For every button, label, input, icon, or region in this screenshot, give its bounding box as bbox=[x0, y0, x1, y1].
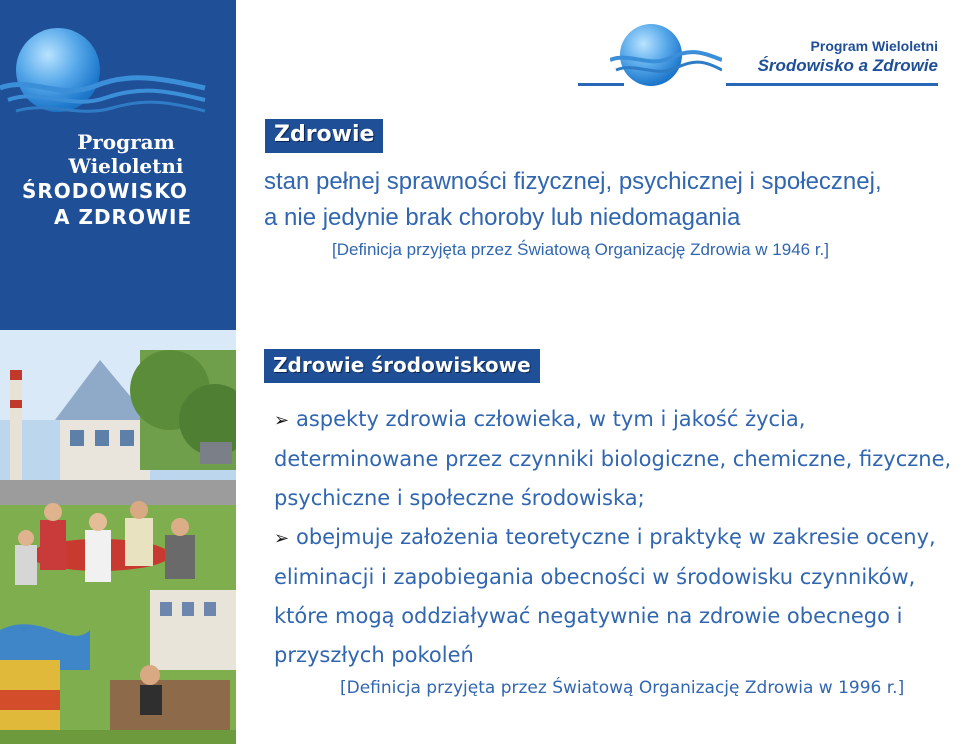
health-definition-source: [Definicja przyjęta przez Światową Organizację Zdrowia w 1946 r.] bbox=[332, 240, 829, 259]
environmental-health-list bbox=[274, 400, 960, 701]
brand-line-wieloletni: Wieloletni bbox=[68, 154, 184, 178]
environmental-health-source: [Definicja przyjęta przez Światową Organizację Zdrowia w 1996 r.] bbox=[340, 678, 905, 698]
arrow-bullet-icon: ➢ bbox=[274, 528, 290, 549]
list-item-text: aspekty zdrowia człowieka, w tym i jakość życia, determinowane przez czynniki biologiczne, chemiczne, fizyczne, psychiczne i społeczne środowiska; bbox=[274, 407, 952, 510]
header-program-label: Program Wieloletni bbox=[810, 38, 938, 54]
environmental-health-heading: Zdrowie środowiskowe bbox=[264, 349, 540, 383]
waves-logo-icon bbox=[610, 50, 722, 80]
header-logo bbox=[574, 16, 944, 96]
program-brand bbox=[22, 130, 222, 230]
list-item bbox=[274, 518, 960, 675]
brand-line-srodowisko: ŚRODOWISKO bbox=[22, 179, 188, 203]
arrow-bullet-icon: ➢ bbox=[274, 410, 290, 431]
list-item-text: obejmuje założenia teoretyczne i praktykę w zakresie oceny, eliminacji i zapobiegania obecności w środowisku czynników, które mogą oddziaływać negatywnie na zdrowie obecnego i przyszłych pokoleń bbox=[274, 525, 936, 667]
logo-divider-left bbox=[578, 83, 624, 86]
program-sidebar bbox=[0, 0, 236, 330]
brand-line-program: Program bbox=[77, 130, 175, 154]
list-item bbox=[274, 400, 960, 518]
waves-logo-icon bbox=[0, 74, 210, 118]
health-definition bbox=[264, 164, 884, 264]
health-heading: Zdrowie bbox=[265, 119, 383, 153]
header-program-name: Środowisko a Zdrowie bbox=[757, 56, 938, 75]
logo-divider-right bbox=[726, 83, 938, 86]
brand-line-a-zdrowie: A ZDROWIE bbox=[54, 205, 193, 229]
playground-photo bbox=[0, 330, 236, 744]
health-definition-text: stan pełnej sprawności fizycznej, psychicznej i społecznej, a nie jedynie brak choroby lub niedomagania bbox=[264, 168, 882, 231]
